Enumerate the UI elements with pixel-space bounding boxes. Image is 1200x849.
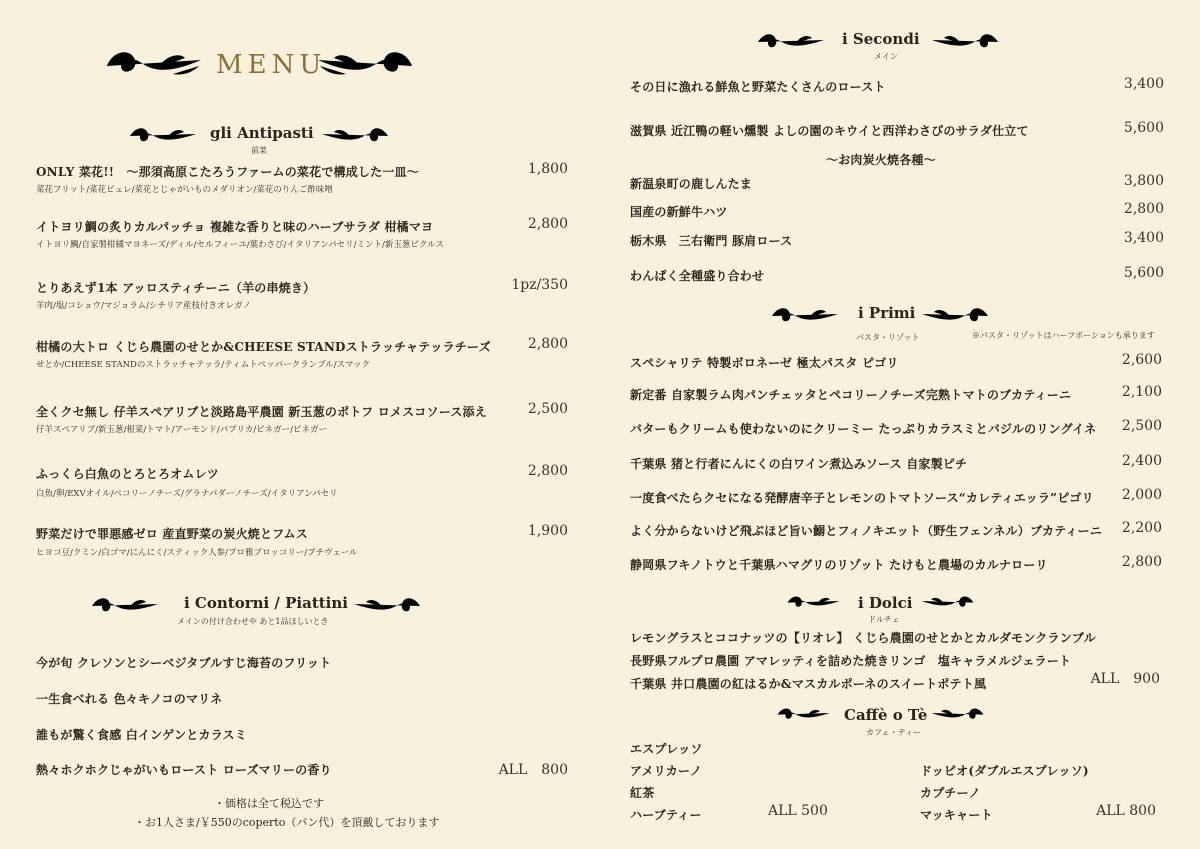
menu-item-name: ドッピオ(ダブルエスプレッソ) [920, 764, 1089, 778]
menu-item-price: 2,800 [527, 216, 568, 232]
menu-title: MENU [216, 50, 327, 80]
menu-item-name: ハーブティー [630, 808, 702, 822]
menu-item-desc: 菜花フリット/菜花ピュレ/菜花とじゃがいものメダリオン/菜花のりんご酢味噌 [36, 185, 333, 195]
menu-item-desc: せとか/CHEESE STANDのストラッチャテッラ/ティムトペッパークランブル/スマック [36, 360, 371, 370]
section-title-dolci: i Dolci [858, 594, 913, 612]
flourish-icon [930, 28, 1000, 52]
menu-item-name: 栃木県 三右衛門 豚肩ロース [630, 234, 793, 248]
menu-item-price: ALL 800 [1096, 803, 1156, 819]
menu-item-price: ALL 500 [768, 803, 828, 819]
section-subtitle: メインの付け合わせや あと1品ほしいとき [177, 617, 329, 626]
flourish-icon [128, 122, 198, 146]
menu-item-name: その日に漁れる鮮魚と野菜たくさんのロースト [630, 80, 886, 94]
flourish-icon [103, 44, 203, 80]
flourish-icon [920, 302, 990, 326]
menu-item-price: 2,600 [1121, 352, 1162, 368]
menu-item-name: 千葉県 猪と行者にんにくの白ワイン煮込みソース 自家製ピチ [630, 457, 968, 471]
menu-item-name: ふっくら白魚のとろとろオムレツ [36, 467, 220, 481]
menu-item-price: 3,800 [1123, 173, 1164, 189]
flourish-icon [320, 122, 390, 146]
menu-item-name: 国産の新鮮牛ハツ [630, 205, 728, 219]
menu-item-name: 静岡県フキノトウと千葉県ハマグリのリゾット たけもと農場のカルナローリ [630, 558, 1048, 572]
flourish-icon [770, 302, 840, 326]
menu-item-price: 2,500 [527, 401, 568, 417]
menu-item-price: 2,800 [1123, 201, 1164, 217]
section-subtitle: パスタ・リゾット [856, 333, 920, 342]
flourish-icon [920, 591, 975, 611]
menu-item-name: 紅茶 [630, 786, 655, 800]
menu-item-name: 全くクセ無し 仔羊スペアリブと淡路島平農園 新玉葱のポトフ ロメスコソース添え [36, 405, 487, 419]
menu-item-price: 5,600 [1123, 120, 1164, 136]
menu-item-name: レモングラスとココナッツの【リオレ】 くじら農園のせとかとカルダモンクランブル [630, 631, 1096, 645]
menu-item-name: 誰もが驚く食感 白インゲンとカラスミ [36, 728, 247, 742]
menu-item-name: わんぱく全種盛り合わせ [630, 269, 765, 283]
menu-item-name: 千葉県 井口農園の紅はるか&マスカルポーネのスイートポテト風 [630, 677, 987, 691]
menu-item-price: 1pz/350 [511, 277, 568, 293]
menu-item-name: 滋賀県 近江鴨の軽い燻製 よしの園のキウイと西洋わさびのサラダ仕立て [630, 124, 1029, 138]
flourish-icon [90, 592, 160, 616]
menu-item-name: 柑橘の大トロ くじら農園のせとか&CHEESE STANDストラッチャテッラチーズ [36, 340, 491, 354]
menu-item-name: 一度食べたらクセになる発酵唐辛子とレモンのトマトソース“カレティエッラ”ピゴリ [630, 491, 1094, 505]
flourish-icon [786, 591, 841, 611]
menu-item-name: とりあえず1本 アッロスティチーニ（羊の串焼き） [36, 281, 316, 295]
menu-item-price: 2,000 [1121, 487, 1162, 503]
primi-note: ※パスタ・リゾットはハーフポーションも承ります [972, 331, 1155, 340]
menu-item-name: マッキャート [920, 808, 993, 822]
section-subtitle: ドルチェ [868, 615, 900, 624]
section-subtitle: メイン [874, 52, 898, 61]
section-title-antipasti: gli Antipasti [210, 124, 314, 142]
grill-heading: 〜お肉炭火焼各種〜 [826, 153, 936, 167]
menu-item-price: 2,800 [527, 336, 568, 352]
menu-item-name: バターもクリームも使わないのにクリーミー たっぷりカラスミとバジルのリングイネ [630, 422, 1097, 436]
menu-item-desc: ヒヨコ豆/クミン/白ゴマ/にんにく/スティック人参/プロ雅ブロッコリー/プチヴェール [36, 548, 358, 558]
section-title-caffe: Caffè o Tè [844, 706, 928, 724]
menu-item-name: よく分からないけど飛ぶほど旨い鰯とフィノキエット（野生フェンネル）ブカティーニ [630, 524, 1103, 538]
menu-item-name: 一生食べれる 色々キノコのマリネ [36, 692, 223, 706]
menu-item-price: 2,500 [1121, 418, 1162, 434]
flourish-icon [352, 592, 422, 616]
flourish-icon [756, 28, 826, 52]
menu-item-price: 3,400 [1123, 230, 1164, 246]
flourish-icon [316, 44, 416, 80]
menu-item-price: 5,600 [1123, 265, 1164, 281]
menu-item-name: 新温泉町の鹿しんたま [630, 177, 753, 191]
menu-item-desc: イトヨリ鯛/自家製柑橘マヨネーズ/ディル/セルフィーユ/葉わさび/イタリアンパセリ/ミント/新玉葱ピクルス [36, 240, 444, 250]
menu-item-name: エスプレッソ [630, 742, 703, 756]
section-title-contorni: i Contorni / Piattini [184, 594, 348, 612]
flourish-icon [776, 703, 831, 723]
menu-item-price: ALL 800 [498, 762, 568, 778]
menu-item-name: カプチーノ [920, 786, 981, 800]
menu-item-name: イトヨリ鯛の炙りカルパッチョ 複雑な香りと味のハーブサラダ 柑橘マヨ [36, 220, 434, 234]
menu-item-price: 1,900 [527, 523, 568, 539]
menu-item-name: ONLY 菜花!! 〜那須高原こたろうファームの菜花で構成した一皿〜 [36, 165, 419, 179]
menu-item-name: 野菜だけで罪悪感ゼロ 産直野菜の炭火焼とフムス [36, 527, 308, 541]
menu-item-price: 2,100 [1121, 384, 1162, 400]
menu-item-price: 2,200 [1121, 520, 1162, 536]
section-title-primi: i Primi [858, 304, 916, 322]
flourish-icon [930, 703, 985, 723]
menu-item-name: 新定番 自家製ラム肉パンチェッタとペコリーノチーズ完熟トマトのブカティーニ [630, 388, 1072, 402]
menu-item-price: ALL 900 [1090, 671, 1160, 687]
menu-item-desc: 羊肉/塩/コショウ/マジョラム/シチリア産枝付きオレガノ [36, 301, 252, 311]
menu-item-price: 2,800 [1121, 554, 1162, 570]
menu-item-price: 2,800 [527, 463, 568, 479]
menu-item-name: アメリカーノ [630, 764, 703, 778]
menu-item-price: 2,400 [1121, 453, 1162, 469]
footer-note: ・価格は全て税込です [214, 797, 324, 810]
section-subtitle: 前菜 [251, 146, 267, 155]
menu-item-desc: 仔羊スペアリブ/新玉葱/根菜/トマト/アーモンド/パプリカ/ビネガー/ビネガー [36, 425, 328, 435]
menu-item-name: 熱々ホクホクじゃがいもロースト ローズマリーの香り [36, 763, 332, 777]
section-title-secondi: i Secondi [842, 30, 920, 48]
menu-item-desc: 白魚/卵/EXVオイル/ペコリーノチーズ/グラナパダーノチーズ/イタリアンパセリ [36, 489, 338, 499]
menu-item-name: 今が旬 クレソンとシーベジタブルすじ海苔のフリット [36, 656, 332, 670]
footer-note: ・お1人さま/￥550のcoperto（パン代）を頂戴しております [134, 816, 440, 829]
menu-item-name: スペシャリテ 特製ボロネーゼ 極太パスタ ピゴリ [630, 356, 899, 370]
menu-item-price: 3,400 [1123, 76, 1164, 92]
section-subtitle: カフェ・ティー [866, 728, 921, 737]
menu-item-price: 1,800 [527, 161, 568, 177]
menu-item-name: 長野県フルプロ農園 アマレッティを詰めた焼きリンゴ 塩キャラメルジェラート [630, 654, 1072, 668]
